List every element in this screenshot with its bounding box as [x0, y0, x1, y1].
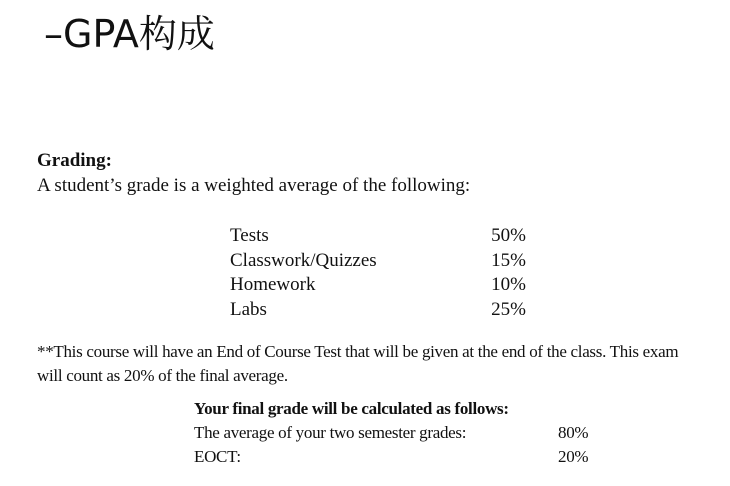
grade-weight-row-classwork	[230, 249, 530, 274]
grade-weight-label: Labs	[230, 298, 267, 320]
grading-intro: A student’s grade is a weighted average of the following:	[37, 175, 471, 196]
final-grade-value: 20%	[558, 447, 589, 466]
grade-weight-value: 50%	[491, 225, 526, 246]
grade-weight-row-tests	[230, 224, 530, 249]
grade-weight-label: Tests	[230, 225, 269, 246]
grade-weight-label: Classwork/Quizzes	[230, 249, 377, 271]
final-grade-label: The average of your two semester grades:	[194, 423, 467, 442]
slide-title: –GPA构成	[44, 12, 215, 56]
final-grade-block	[194, 397, 594, 469]
grade-weight-value: 15%	[491, 249, 526, 271]
final-grade-label: EOCT:	[194, 447, 241, 466]
grading-heading: Grading:	[37, 150, 112, 171]
eoct-note: **This course will have an End of Course Test that will be given at the end of the class. This exam will count as 20% of the final average.	[37, 342, 679, 385]
final-grade-row-semester	[194, 421, 594, 445]
grade-weight-row-labs	[230, 298, 530, 323]
grade-weight-value: 10%	[491, 274, 526, 295]
grade-weights-table	[230, 224, 530, 322]
grade-weight-label: Homework	[230, 274, 316, 295]
final-grade-heading: Your final grade will be calculated as follows:	[194, 399, 509, 418]
grade-weight-value: 25%	[491, 298, 526, 320]
final-grade-value: 80%	[558, 423, 589, 442]
final-grade-row-eoct	[194, 445, 594, 469]
grade-weight-row-homework	[230, 273, 530, 298]
